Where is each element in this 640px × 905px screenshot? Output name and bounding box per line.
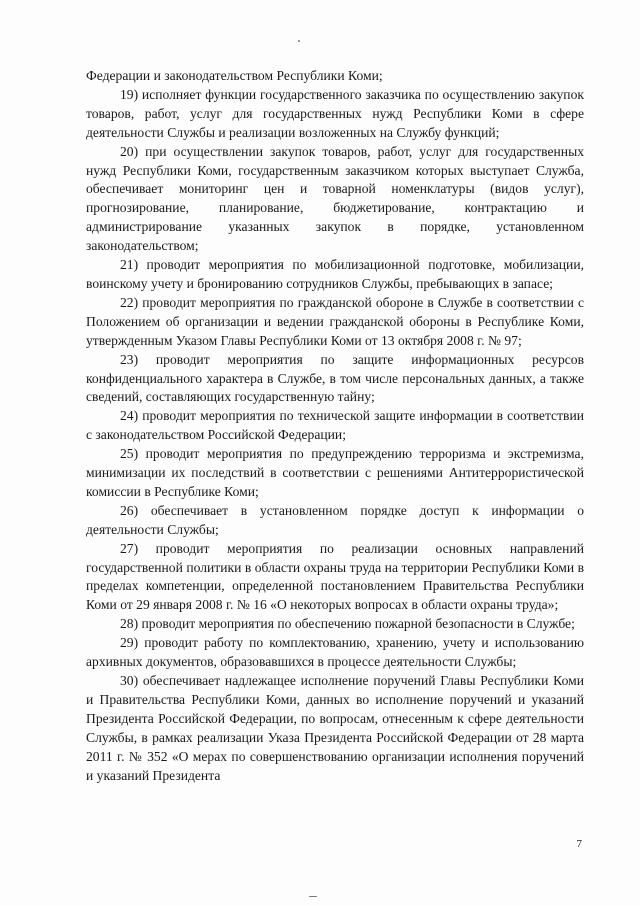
document-body	[86, 67, 584, 785]
document-intro-line: Федерации и законодательством Республики Коми;	[86, 68, 383, 83]
list-item-26: 26) обеспечивает в установленном порядке доступ к информации о деятельности Службы;	[86, 502, 584, 537]
list-item-29: 29) проводит работу по комплектованию, хранению, учету и использованию архивных документов, образовавшихся в процессе деятельности Службы;	[86, 635, 584, 670]
list-item-23: 23) проводит мероприятия по защите информационных ресурсов конфиденциального характера в Службе, в том числе персональных данных, а также сведений, составляющих государственную тайну;	[86, 351, 584, 405]
page-number: 7	[576, 838, 582, 850]
list-item-30: 30) обеспечивает надлежащее исполнение поручений Главы Республики Коми и Правительства Республики Коми, данных во исполнение поручений и указаний Президента Российской Федерации, по вопросам, отнесенным к сфере деятельности Службы, в рамках реализации Указа Президента Российской Федерации от 28 марта 2011 г. № 352 «О мерах по совершенствованию организации исполнения поручений и указаний Президента	[86, 673, 584, 783]
list-item-20: 20) при осуществлении закупок товаров, работ, услуг для государственных нужд Республики Коми, государственным заказчиком которых выступает Служба, обеспечивает мониторинг цен и товарной номенклатуры (видов услуг), прогнозирование, планирование, бюджетирование, контрактацию и администрирование указанных закупок в порядке, установленном законодательством;	[86, 143, 584, 254]
list-item-27: 27) проводит мероприятия по реализации основных направлений государственной политики в области охраны труда на территории Республики Коми в пределах компетенции, определенной постановлением Правительства Республики Коми от 29 января 2008 г. № 16 «О некоторых вопросах в области охраны труда»;	[86, 540, 584, 613]
list-item-28: 28) проводит мероприятия по обеспечению пожарной безопасности в Службе;	[120, 616, 575, 632]
list-item-25: 25) проводит мероприятия по предупреждению терроризма и экстремизма, минимизации их последствий в соответствии с решениями Антитеррористической комиссии в Республике Коми;	[86, 446, 584, 499]
scan-speck	[309, 896, 317, 897]
list-item-19: 19) исполняет функции государственного заказчика по осуществлению закупок товаров, работ, услуг для государственных нужд Республики Коми в сфере деятельности Службы и реализации возложенных на Службу функций;	[86, 86, 584, 140]
list-item-24: 24) проводит мероприятия по технической защите информации в соответствии с законодательством Российской Федерации;	[86, 408, 584, 443]
list-item-22: 22) проводит мероприятия по гражданской обороне в Службе в соответствии с Положением об организации и ведении гражданской обороны в Республике Коми, утвержденным Указом Главы Республики Коми от 13 октября 2008 г. № 97;	[86, 294, 584, 348]
scan-speck	[298, 40, 300, 42]
list-item-21: 21) проводит мероприятия по мобилизационной подготовке, мобилизации, воинскому учету и бронированию сотрудников Службы, пребывающих в запасе;	[86, 257, 584, 291]
